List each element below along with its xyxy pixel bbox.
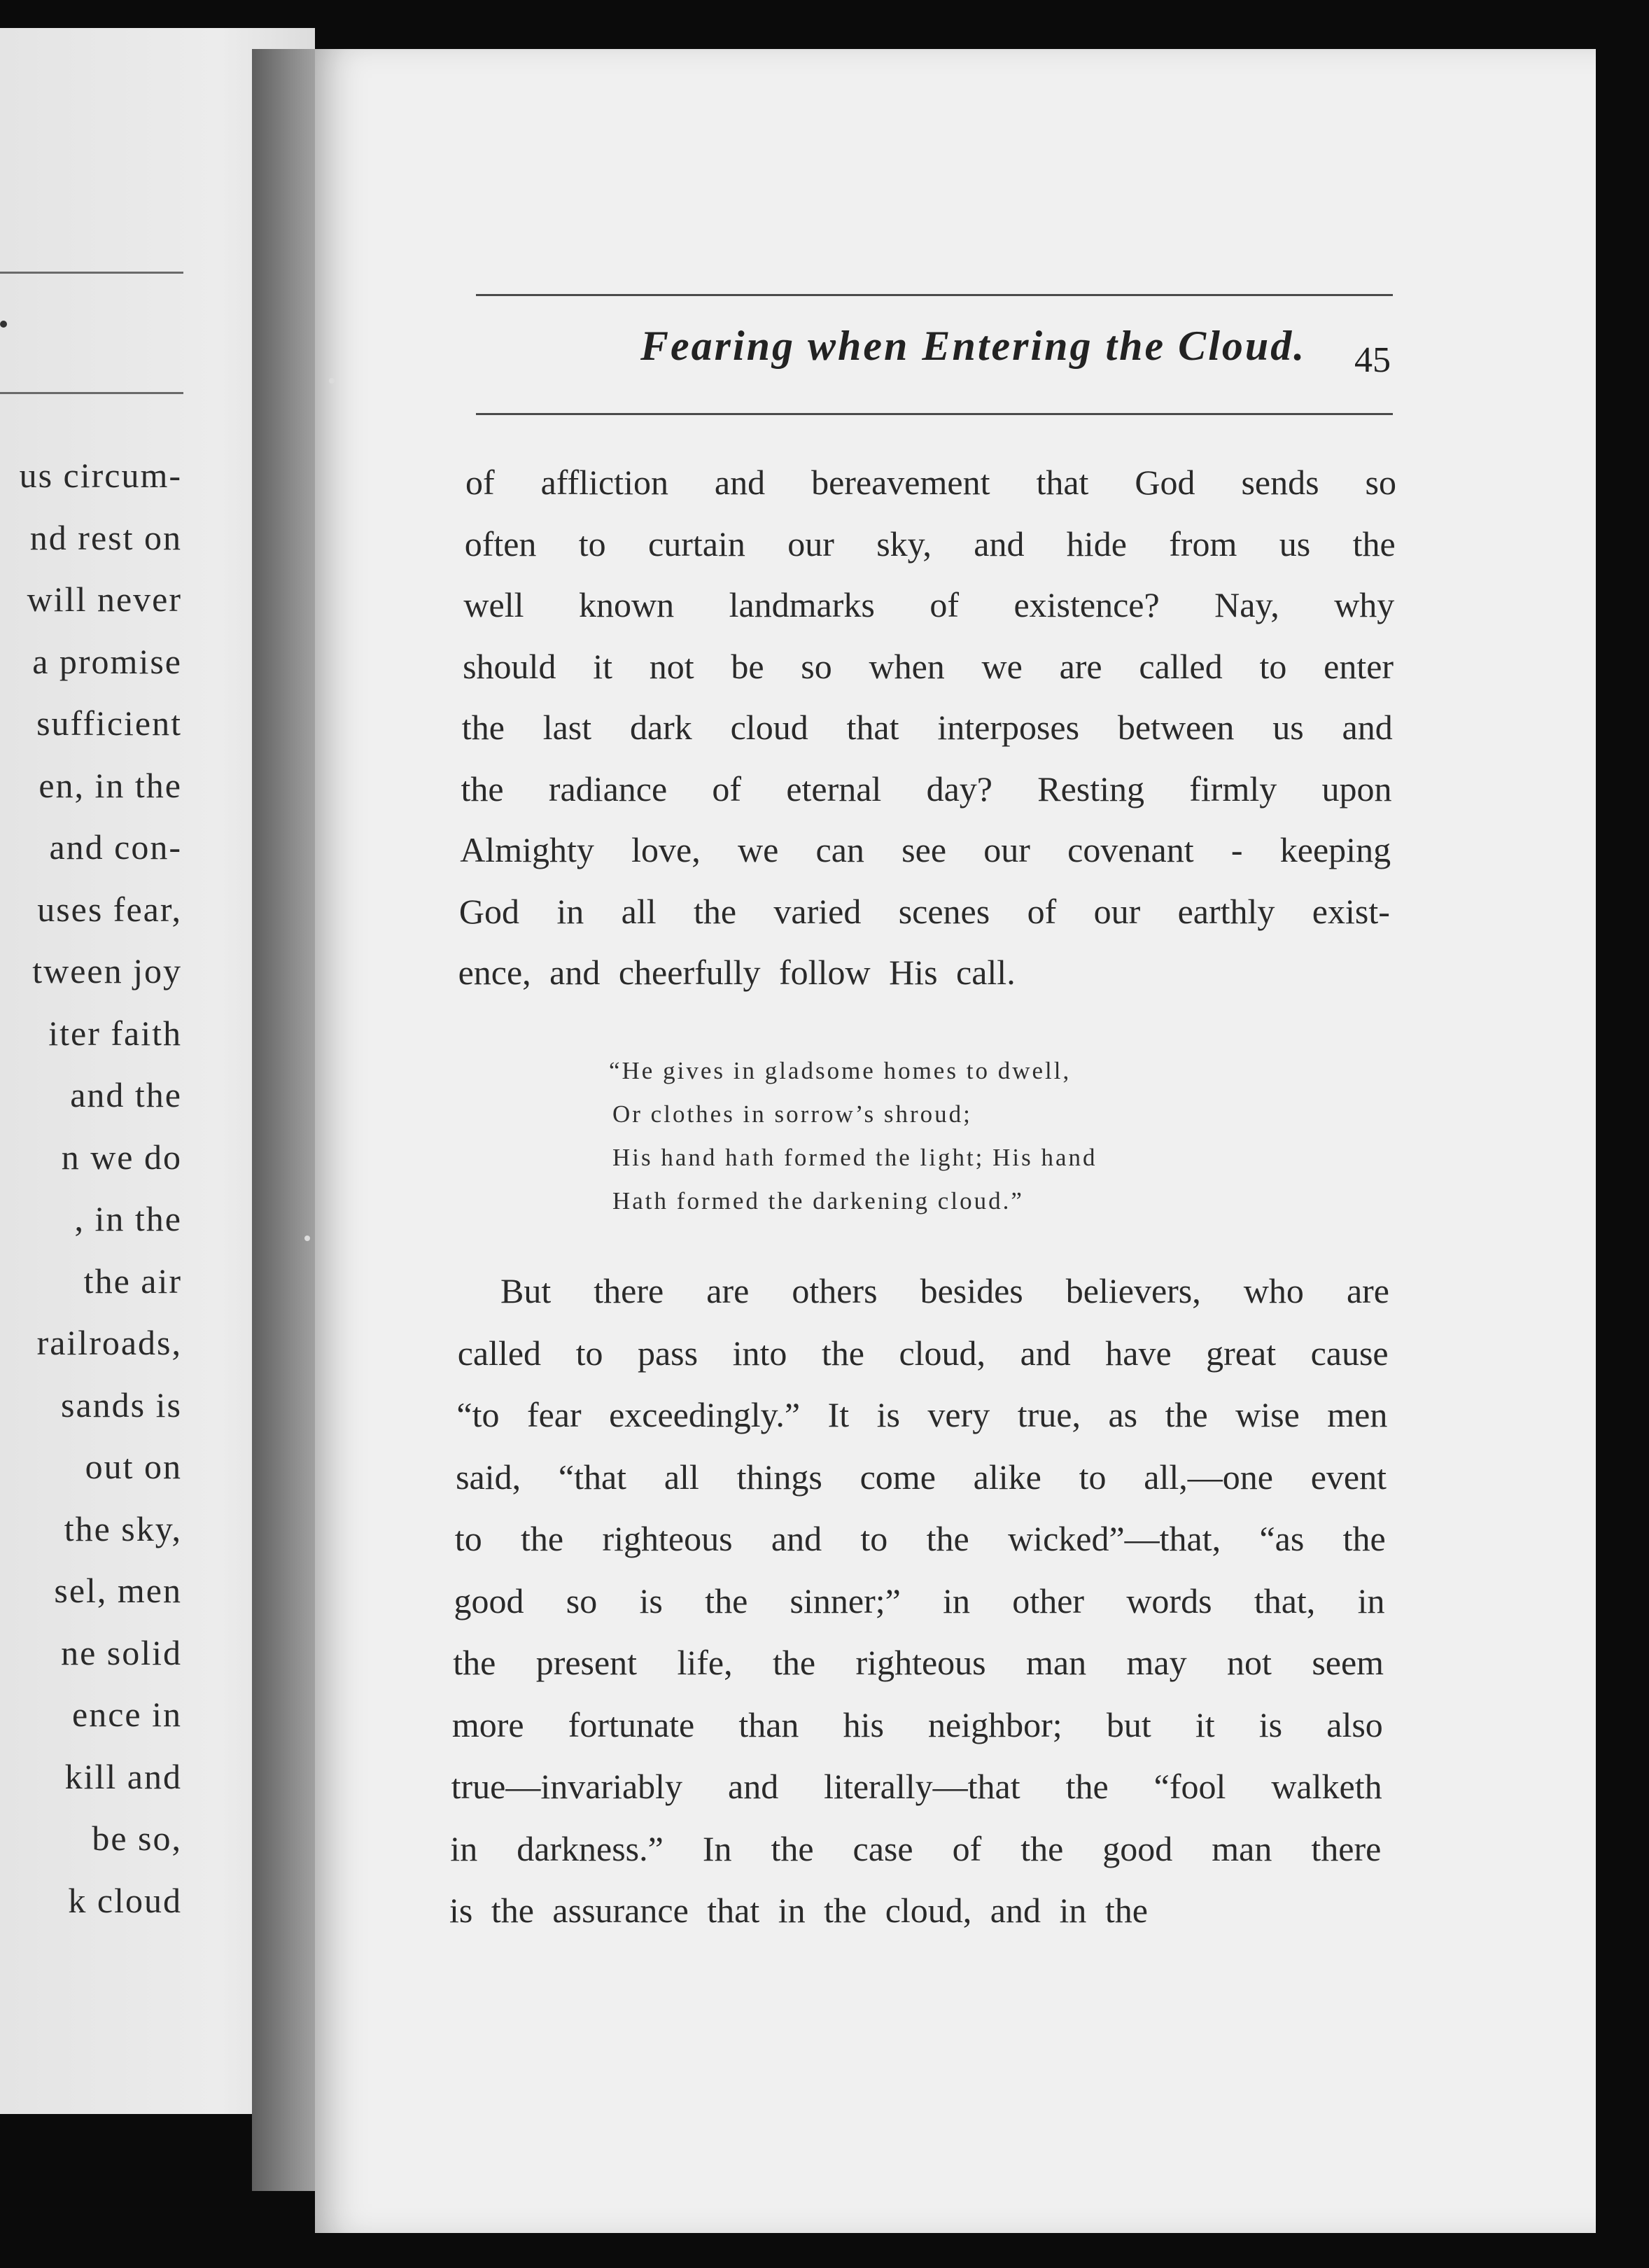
text-line: in darkness.” In the case of the good man there <box>450 1828 1382 1868</box>
text-line: good so is the sinner;” in other words that, in <box>454 1581 1385 1620</box>
text-line: said, “that all things come alike to all,—one event <box>456 1457 1387 1497</box>
left-page-line: be so, <box>92 1819 182 1858</box>
poem-line: Or clothes in sorrow’s shroud; <box>612 1100 972 1128</box>
text-line: But there are others besides believers, who are <box>500 1271 1389 1310</box>
poem-line: Hath formed the darkening cloud.” <box>612 1187 1024 1214</box>
left-page-line: sufficient <box>36 704 182 743</box>
scan-speck <box>329 378 335 384</box>
left-page-line: ne solid <box>61 1632 182 1672</box>
left-page-line: tween joy <box>32 951 182 990</box>
page-number: 45 <box>1354 340 1391 380</box>
left-page-line: the sky, <box>64 1508 182 1548</box>
text-line: to the righteous and to the wicked”—that, “as the <box>454 1519 1386 1558</box>
left-page-line: k cloud <box>68 1880 182 1920</box>
text-line: God in all the varied scenes of our earthly exist- <box>458 891 1390 931</box>
text-line: should it not be so when we are called to enter <box>463 646 1394 686</box>
text-line: called to pass into the cloud, and have great cause <box>457 1333 1389 1373</box>
text-line: more fortunate than his neighbor; but it is also <box>451 1704 1383 1744</box>
left-page-line: us circum- <box>19 456 182 495</box>
running-title: Fearing when Entering the Cloud. <box>640 323 1307 369</box>
left-page-line: railroads, <box>36 1323 182 1362</box>
left-page-line: will never <box>27 580 182 619</box>
text-line: is the assurance that in the cloud, and in the <box>449 1891 1148 1930</box>
left-page-line: the air <box>83 1261 182 1301</box>
left-page-line: iter faith <box>48 1013 182 1053</box>
text-line: often to curtain our sky, and hide from us the <box>464 524 1396 564</box>
header-rule-bottom <box>476 413 1393 415</box>
left-header-fragment <box>0 321 7 328</box>
left-page-line: and the <box>70 1075 182 1114</box>
left-page-line: sel, men <box>54 1571 182 1610</box>
left-page-line: kill and <box>64 1756 182 1796</box>
left-page-line: ence in <box>72 1695 182 1734</box>
text-line: Almighty love, we can see our covenant - keeping <box>460 830 1391 869</box>
left-page-line: , in the <box>74 1199 182 1238</box>
left-page-line: a promise <box>32 641 182 681</box>
left-page-line: en, in the <box>38 765 182 805</box>
text-line: the present life, the righteous man may not seem <box>453 1643 1384 1682</box>
text-line: the radiance of eternal day? Resting firmly upon <box>461 769 1392 808</box>
left-page-line: uses fear, <box>37 889 182 929</box>
left-page-line: nd rest on <box>29 517 182 557</box>
left-header-rule-bottom <box>0 392 183 394</box>
left-page-line: n we do <box>61 1137 182 1177</box>
poem-line: “He gives in gladsome homes to dwell, <box>609 1057 1072 1084</box>
left-page-line: out on <box>85 1447 182 1486</box>
text-line: “to fear exceedingly.” It is very true, as the wise men <box>456 1395 1388 1434</box>
left-page-line: and con- <box>49 827 182 867</box>
text-line: the last dark cloud that interposes between us and <box>461 708 1393 747</box>
text-line: well known landmarks of existence? Nay, why <box>463 585 1395 624</box>
poem-line: His hand hath formed the light; His hand <box>612 1144 1097 1171</box>
text-line: ence, and cheerfully follow His call. <box>458 953 1016 992</box>
scan-speck <box>304 1236 310 1241</box>
left-header-rule-top <box>0 272 183 274</box>
text-line: of affliction and bereavement that God sends so <box>465 463 1396 502</box>
text-line: true—invariably and literally—that the “fool walketh <box>451 1767 1382 1806</box>
header-rule-top <box>476 294 1393 296</box>
left-page-line: sands is <box>61 1385 182 1424</box>
